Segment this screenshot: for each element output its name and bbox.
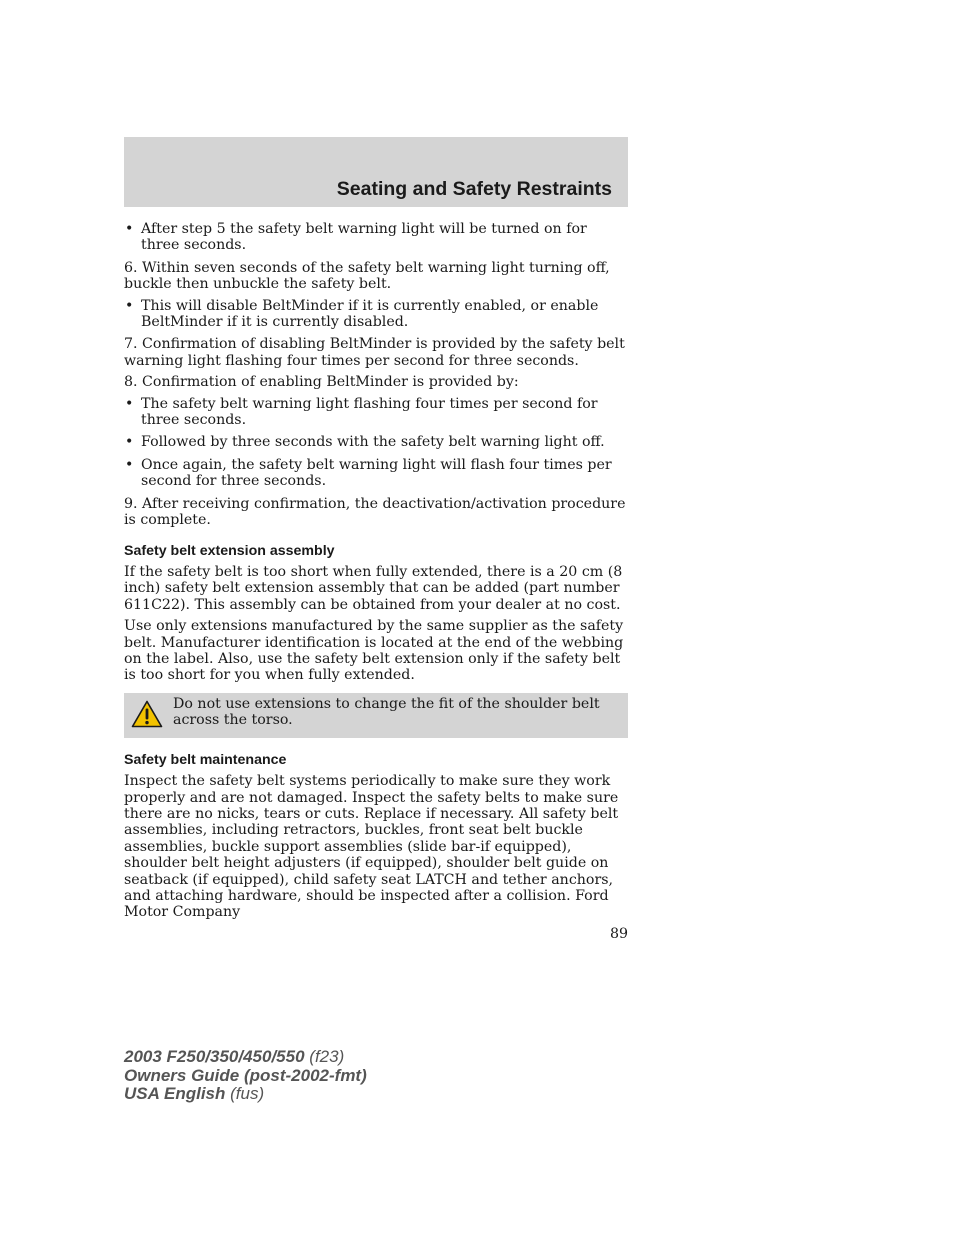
footer-line	[124, 1048, 367, 1067]
body-paragraph: If the safety belt is too short when fully extended, there is a 20 cm (8 inch) safety belt extension assembly that can be added (part number 611C22). This assembly can be obtained from your dealer at no cost.	[124, 563, 623, 613]
step-paragraph: 8. Confirmation of enabling BeltMinder is provided by:	[124, 374, 519, 391]
footer-model-code: (f23)	[309, 1047, 345, 1066]
section-heading: Safety belt extension assembly	[124, 542, 335, 559]
page-content	[124, 221, 628, 926]
list-item: • After step 5 the safety belt warning light will be turned on for three seconds.	[124, 221, 628, 254]
warning-text: Do not use extensions to change the fit of the shoulder belt across the torso.	[173, 695, 600, 729]
page-number: 89	[609, 926, 628, 942]
section-title: Seating and Safety Restraints	[336, 178, 612, 200]
footer-language: USA English	[124, 1084, 226, 1103]
step-paragraph: 7. Confirmation of disabling BeltMinder is provided by the safety belt warning light flashing four times per second for three seconds.	[124, 336, 625, 369]
bullet-list	[124, 298, 628, 331]
footer-guide: Owners Guide (post-2002-fmt)	[124, 1065, 367, 1085]
section-heading: Safety belt maintenance	[124, 751, 287, 768]
list-item: • Once again, the safety belt warning light will flash four times per second for three seconds.	[124, 457, 628, 490]
document-footer	[124, 1048, 367, 1104]
footer-language-code: (fus)	[230, 1084, 265, 1103]
list-item: • Followed by three seconds with the safety belt warning light off.	[124, 434, 628, 450]
step-paragraph: 9. After receiving confirmation, the deactivation/activation procedure is complete.	[124, 495, 626, 529]
warning-triangle-icon	[131, 700, 163, 728]
bullet-list	[124, 221, 628, 254]
list-item: • The safety belt warning light flashing four times per second for three seconds.	[124, 396, 628, 429]
step-paragraph: 6. Within seven seconds of the safety belt warning light turning off, buckle then unbuckle the safety belt.	[124, 259, 610, 293]
footer-model: 2003 F250/350/450/550	[124, 1047, 305, 1066]
body-paragraph: Inspect the safety belt systems periodically to make sure they work properly and are not damaged. Inspect the safety belts to make sure there are no nicks, tears or cuts. Replace if necessary. All safety belt assemblies, including retractors, buckles, front seat belt buckle assemblies, buckle support assemblies (slide bar-if equipped), shoulder belt height adjusters (if equipped), shoulder belt guide on seatback (if equipped), child safety seat LATCH and tether anchors, and attaching hardware, should be inspected after a collision. Ford Motor Company	[124, 773, 619, 921]
list-item: • This will disable BeltMinder if it is currently enabled, or enable BeltMinder if it is currently disabled.	[124, 298, 628, 331]
bullet-list	[124, 396, 628, 490]
footer-line	[124, 1067, 367, 1086]
section-header	[124, 137, 628, 207]
body-paragraph: Use only extensions manufactured by the same supplier as the safety belt. Manufacturer identification is located at the end of the webbing on the label. Also, use the safety belt extension only if the safety belt is too short for you when fully extended.	[124, 618, 624, 684]
footer-line	[124, 1085, 367, 1104]
warning-box	[124, 693, 628, 738]
